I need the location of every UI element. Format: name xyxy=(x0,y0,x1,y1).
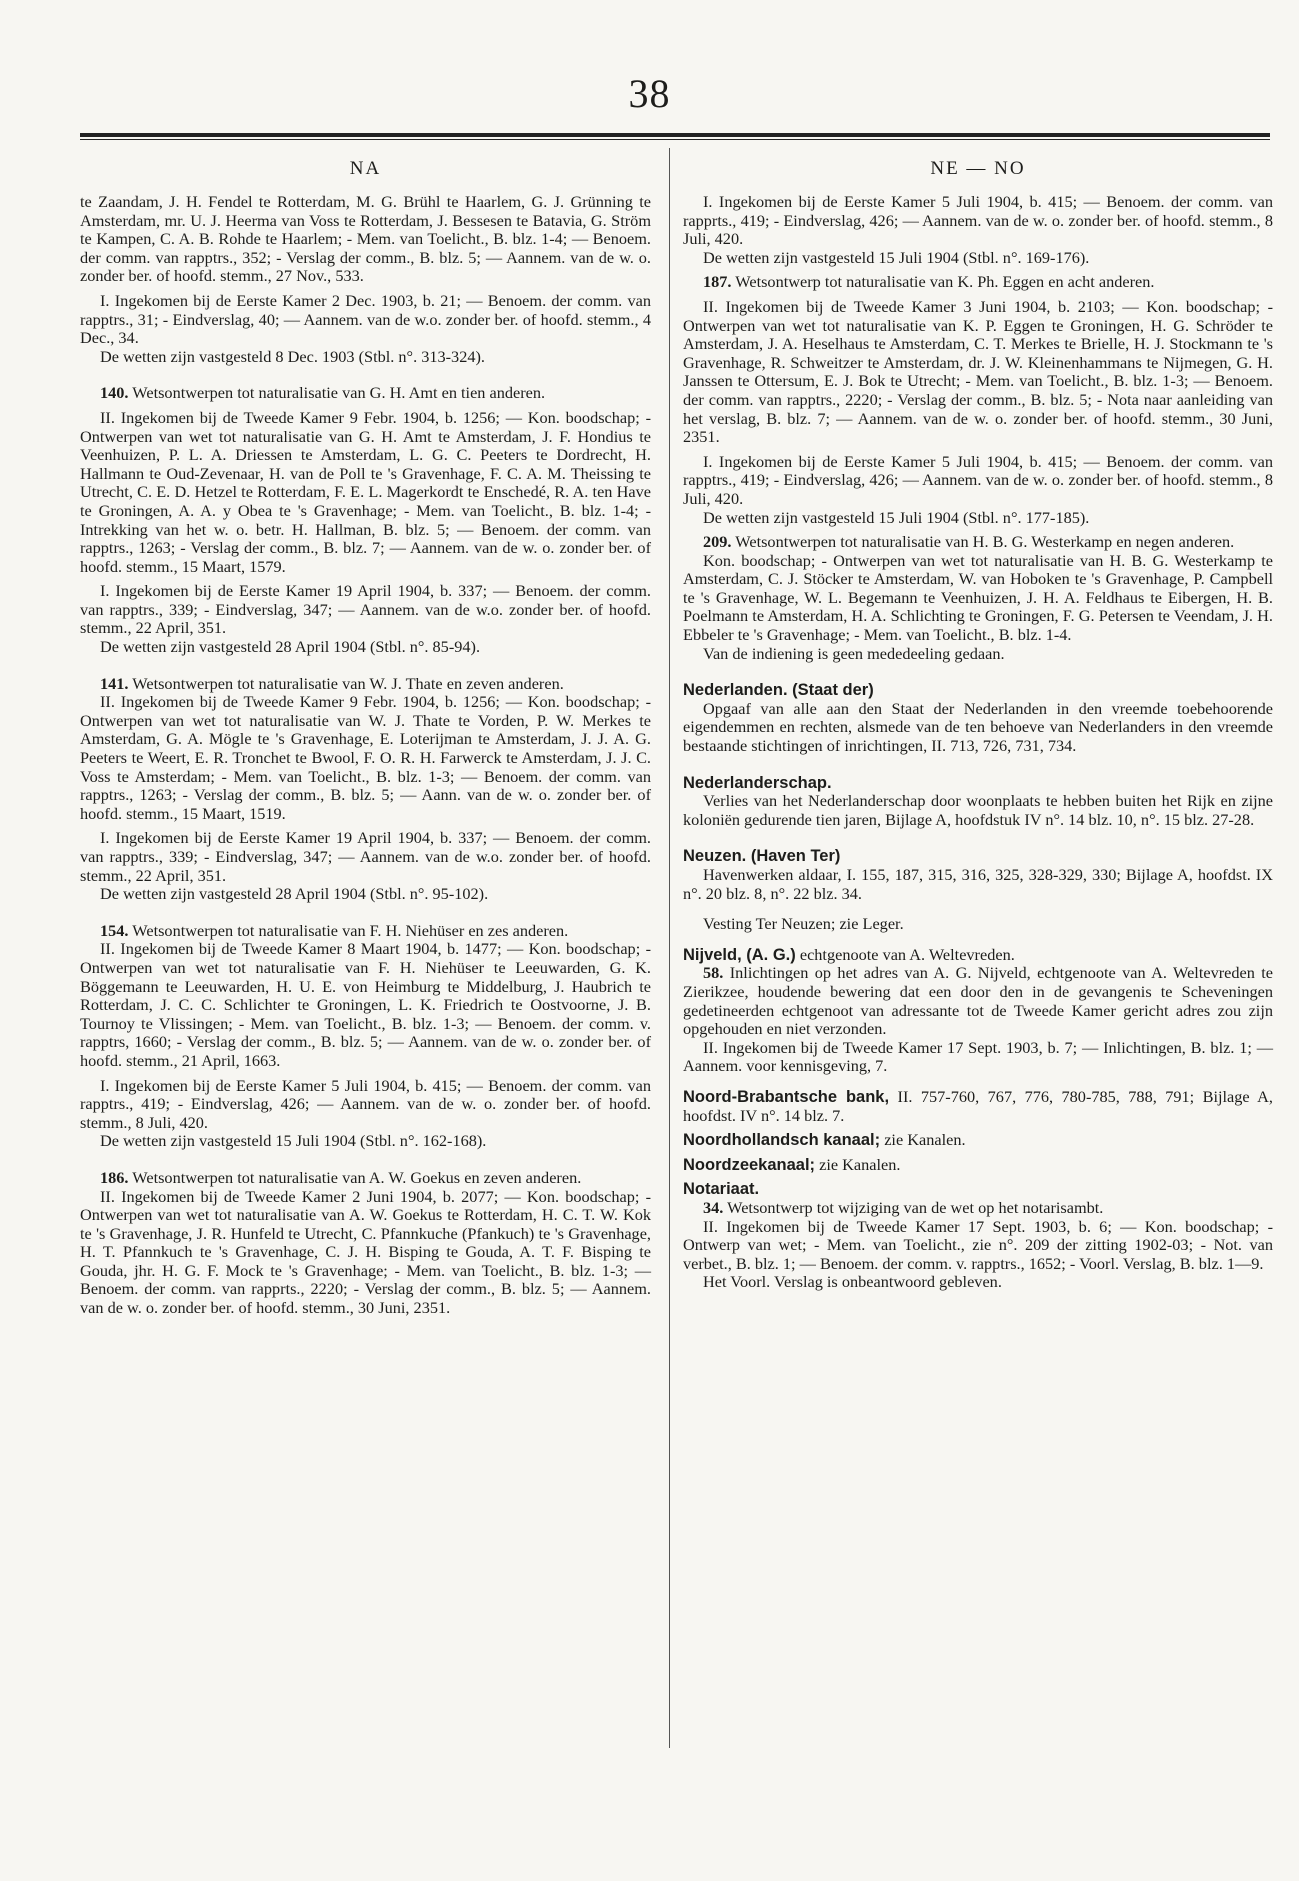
column-divider xyxy=(669,148,670,1748)
entry-heading: Nederlanden. (Staat der) xyxy=(683,681,874,700)
paragraph-text: Wetsontwerp tot naturalisatie van K. Ph. Eggen en acht anderen. xyxy=(735,272,1155,292)
paragraph xyxy=(80,582,651,638)
paragraph xyxy=(683,645,1273,664)
paragraph-text: De wetten zijn vastgesteld 15 Juli 1904 (Stbl. n°. 162-168). xyxy=(100,1131,487,1151)
paragraph xyxy=(80,384,651,403)
index-entry xyxy=(683,1131,1273,1150)
paragraph-text: II. Ingekomen bij de Tweede Kamer 2 Juni 1904, b. 2077; — Kon. boodschap; - Ontwerpen van wet tot naturalisatie van A. W. Goekus te Rotterdam, H. C. T. W. Kok te 's Gravenhage, J. R. Hunfeld te Utrecht, C. Pfannkuche (Pfankuch) te 's Gravenhage, H. T. Pfannkuch te 's Gravenhage, C. J. H. Bisping te Gouda, A. T. F. Bisping te Gouda, jhr. H. G. F. Mock te 's Gravenhage; - Mem. van Toelicht., B. blz. 1-3; — Benoem. der comm. van rapprts., 2220; - Verslag der comm., B. blz. 5; — Aannem. van de w. o. zonder ber. of hoofd. stemm., 30 Juni, 2351. xyxy=(80,1186,651,1318)
paragraph xyxy=(80,1169,651,1188)
paragraph xyxy=(80,922,651,941)
paragraph xyxy=(80,292,651,348)
paragraph xyxy=(683,1199,1273,1218)
paragraph-text: Wetsontwerpen tot naturalisatie van F. H. Niehüser en zes anderen. xyxy=(132,920,569,940)
paragraph xyxy=(80,1132,651,1151)
bill-number: 209. xyxy=(703,532,732,552)
paragraph xyxy=(683,700,1273,756)
paragraph-text: Het Voorl. Verslag is onbeantwoord gebleven. xyxy=(703,1272,1002,1292)
paragraph-text: zie Kanalen. xyxy=(819,1154,901,1174)
paragraph xyxy=(80,193,651,286)
paragraph-text: I. Ingekomen bij de Eerste Kamer 19 April 1904, b. 337; — Benoem. der comm. van rapptrs., 339; - Eindverslag, 347; — Aannem. van de w.o. zonder ber. of hoofd. stemm., 22 April, 351. xyxy=(80,828,651,885)
paragraph xyxy=(80,829,651,885)
paragraph-text: Opgaaf van alle aan den Staat der Nederlanden in den vreemde toebehoorende eigendemmen en rechten, alsmede van de ten behoeve van Nederlanders in den vreemde bestaande stichtingen of inrichtingen, II. 713, 726, 731, 734. xyxy=(683,698,1273,756)
paragraph-text: II. Ingekomen bij de Tweede Kamer 17 Sept. 1903, b. 6; — Kon. boodschap; - Ontwerp van wet; - Mem. van Toelicht., zie n°. 209 der zitting 1902-03; - Not. van verbet., B. blz. 1; — Benoem. der comm. v. rapptrs., 1652; - Voorl. Verslag, B. blz. 1—9. xyxy=(683,1216,1273,1273)
bill-number: 58. xyxy=(703,963,724,983)
index-entry xyxy=(683,1180,1273,1199)
paragraph-text: Van de indiening is geen mededeeling gedaan. xyxy=(703,643,1005,663)
bill-number: 34. xyxy=(703,1197,724,1217)
paragraph-text: De wetten zijn vastgesteld 28 April 1904 (Stbl. n°. 85-94). xyxy=(100,637,481,657)
paragraph-text: II. Ingekomen bij de Tweede Kamer 9 Febr. 1904, b. 1256; — Kon. boodschap; - Ontwerpen van wet tot naturalisatie van G. H. Amt te Amsterdam, J. F. Hondius te Veenhuizen, P. L. A. Driessen te Amsterdam, L. G. C. Peeters te Dordrecht, H. Hallmann te Oud-Zevenaar, H. van de Poll te 's Gravenhage, F. C. A. M. Theissing te Utrecht, C. E. D. Hetzel te Rotterdam, F. E. L. Magerkordt te Enschedé, R. A. ten Have te Groningen, A. A. y Obea te 's Gravenhage; - Mem. van Toelicht., B. blz. 1-4; - Intrekking van het w. o. betr. H. Hallman, B. blz. 5; — Benoem. der comm. van rapptrs., 1263; - Verslag der comm., B. blz. 7; — Aannem. van de w. o. zonder ber. of hoofd. stemm., 15 Maart, 1579. xyxy=(80,407,651,576)
index-entry xyxy=(683,946,1273,965)
paragraph-text: II. Ingekomen bij de Tweede Kamer 17 Sept. 1903, b. 7; — Inlichtingen, B. blz. 1; — Aannem. voor kennisgeving, 7. xyxy=(683,1037,1273,1076)
paragraph xyxy=(683,1218,1273,1274)
paragraph xyxy=(683,298,1273,447)
index-entry xyxy=(683,847,1273,866)
paragraph xyxy=(683,533,1273,552)
paragraph-text: De wetten zijn vastgesteld 28 April 1904 (Stbl. n°. 95-102). xyxy=(100,884,489,904)
paragraph-text: Wetsontwerpen tot naturalisatie van A. W. Goekus en zeven anderen. xyxy=(132,1167,582,1187)
paragraph xyxy=(683,509,1273,528)
paragraph-text: I. Ingekomen bij de Eerste Kamer 5 Juli 1904, b. 415; — Benoem. der comm. van rapptrs., 419; - Eindverslag, 426; — Aannem. van de w. o. zonder ber. of hoofd. stemm., 8 Juli, 420. xyxy=(80,1075,651,1132)
paragraph-text: Vesting Ter Neuzen; zie Leger. xyxy=(703,914,904,934)
entry-heading: Nederlanderschap. xyxy=(683,773,832,792)
paragraph-text: De wetten zijn vastgesteld 8 Dec. 1903 (Stbl. n°. 313-324). xyxy=(100,346,485,366)
entry-heading: Notariaat. xyxy=(683,1180,760,1199)
left-column xyxy=(80,160,651,1318)
paragraph xyxy=(80,1077,651,1133)
paragraph xyxy=(80,693,651,823)
header-rule xyxy=(80,133,1270,140)
paragraph xyxy=(80,885,651,904)
index-entry xyxy=(683,1088,1273,1125)
paragraph xyxy=(683,964,1273,1038)
paragraph xyxy=(80,638,651,657)
paragraph-text: echtgenoote van A. Weltevreden. xyxy=(799,944,1015,964)
spacer xyxy=(80,1151,651,1169)
index-entry xyxy=(683,774,1273,793)
paragraph xyxy=(683,915,1273,934)
paragraph-text: zie Kanalen. xyxy=(884,1130,966,1150)
entry-heading: Noord-Brabantsche bank, xyxy=(683,1087,890,1106)
paragraph-text: Inlichtingen op het adres van A. G. Nijveld, echtgenoote van A. Weltevreden te Zierikzee, houdende bewering dat een door den in de gevangenis te Scheveningen gedetineerden echtgenoot van adressante tot de Tweede Kamer gericht adres zou zijn opgehouden en niet verzonden. xyxy=(683,963,1273,1039)
spacer xyxy=(80,904,651,922)
right-column xyxy=(683,160,1273,1292)
paragraph xyxy=(683,453,1273,509)
index-entry xyxy=(683,681,1273,700)
page-number: 38 xyxy=(628,71,671,116)
paragraph-text: Wetsontwerpen tot naturalisatie van G. H. Amt en tien anderen. xyxy=(132,383,546,403)
left-column-heading: NA xyxy=(349,158,382,179)
paragraph xyxy=(683,552,1273,645)
paragraph-text: De wetten zijn vastgesteld 15 Juli 1904 (Stbl. n°. 169-176). xyxy=(703,247,1090,267)
paragraph xyxy=(80,675,651,694)
spacer xyxy=(683,663,1273,681)
paragraph xyxy=(80,348,651,367)
bill-number: 140. xyxy=(100,383,129,403)
paragraph xyxy=(683,249,1273,268)
paragraph xyxy=(683,866,1273,903)
entry-heading: Neuzen. (Haven Ter) xyxy=(683,847,841,866)
paragraph xyxy=(80,1188,651,1318)
spacer xyxy=(80,366,651,384)
right-column-body xyxy=(683,193,1273,1292)
paragraph xyxy=(683,1039,1273,1076)
index-entry xyxy=(683,1156,1273,1175)
left-column-body xyxy=(80,193,651,1318)
paragraph-text: II. Ingekomen bij de Tweede Kamer 9 Febr. 1904, b. 1256; — Kon. boodschap; - Ontwerpen van wet tot naturalisatie van W. J. Thate te Vorden, P. W. Merkes te Amsterdam, G. A. Mögle te 's Gravenhage, E. Loterijman te Amsterdam, J. J. A. G. Peeters te Weert, E. R. Tronchet te Bwool, F. O. R. H. Farwerck te Amsterdam, J. J. C. Voss te Amsterdam; - Mem. van Toelicht., B. blz. 1-3; — Benoem. der comm. van rapptrs., 1263; - Verslag der comm., B. blz. 5; — Aann. van de w. o. zonder ber. of hoofd. stemm., 15 Maart, 1519. xyxy=(80,692,651,823)
paragraph-text: Wetsontwerp tot wijziging van de wet op het notarisambt. xyxy=(727,1197,1104,1217)
right-column-heading: NE — NO xyxy=(930,158,1026,179)
paragraph xyxy=(80,409,651,576)
spacer xyxy=(683,756,1273,774)
spacer xyxy=(683,829,1273,847)
entry-heading: Noordzeekanaal; xyxy=(683,1155,816,1174)
paragraph-text: I. Ingekomen bij de Eerste Kamer 19 April 1904, b. 337; — Benoem. der comm. van rapptrs., 339; - Eindverslag, 347; — Aannem. van de w.o. zonder ber. of hoofd. stemm., 22 April, 351. xyxy=(80,581,651,638)
paragraph xyxy=(683,193,1273,249)
bill-number: 154. xyxy=(100,920,129,940)
paragraph-text: Wetsontwerpen tot naturalisatie van H. B. G. Westerkamp en negen anderen. xyxy=(735,532,1235,552)
paragraph-text: Wetsontwerpen tot naturalisatie van W. J. Thate en zeven anderen. xyxy=(132,673,564,693)
bill-number: 141. xyxy=(100,673,129,693)
paragraph xyxy=(683,273,1273,292)
paragraph-text: De wetten zijn vastgesteld 15 Juli 1904 (Stbl. n°. 177-185). xyxy=(703,507,1090,527)
spacer xyxy=(80,657,651,675)
entry-heading: Nijveld, (A. G.) xyxy=(683,945,796,964)
paragraph-text: I. Ingekomen bij de Eerste Kamer 2 Dec. 1903, b. 21; — Benoem. der comm. van rapptrs., 31; - Eindverslag, 40; — Aannem. van de w.o. zonder ber. of hoofd. stemm., 4 Dec., 34. xyxy=(80,290,651,348)
paragraph-text: Verlies van het Nederlanderschap door woonplaats te hebben buiten het Rijk en zijne koloniën gedurende tien jaren, Bijlage A, hoofdstuk IV n°. 14 blz. 10, n°. 15 blz. 27-28. xyxy=(683,791,1273,829)
paragraph xyxy=(683,792,1273,829)
paragraph-text: Kon. boodschap; - Ontwerpen van wet tot naturalisatie van H. B. G. Westerkamp te Amsterdam, C. J. Stöcker te Amsterdam, W. van Hoboken te 's Gravenhage, P. Campbell te 's Gravenhage, W. L. Begemann te Veenhuizen, J. H. A. Feldhaus te Eibergen, H. B. Poelmann te Amsterdam, H. A. Schlichting te Groningen, F. G. Petersen te Veendam, J. H. Ebbeler te 's Gravenhage; - Mem. van Toelicht., B. blz. 1-4. xyxy=(683,550,1273,645)
paragraph-text: I. Ingekomen bij de Eerste Kamer 5 Juli 1904, b. 415; — Benoem. der comm. van rapprts., 419; - Eindverslag, 426; — Aannem. van de w. o. zonder ber. of hoofd. stemm., 8 Juli, 420. xyxy=(683,192,1273,249)
paragraph-text: II. Ingekomen bij de Tweede Kamer 3 Juni 1904, b. 2103; — Kon. boodschap; - Ontwerpen van wet tot naturalisatie van K. P. Eggen te Groningen, H. G. Schröder te Amsterdam, J. A. Heselhaus te Amsterdam, C. T. Merkes te Brielle, H. J. Stockmann te 's Gravenhage, R. Schweitzer te Amsterdam, dr. J. W. Kleinenhammans te Nijmegen, G. H. Janssen te Ottersum, E. J. Bok te Utrecht; - Mem. van Toelicht., B. blz. 1-3; — Benoem. der comm. van rapptrs., 2220; - Verslag der comm., B. blz. 5; - Nota naar aanleiding van het verslag, B. blz. 7; — Aannem. van de w. o. zonder ber. of hoofd. stemm., 30 Juni, 2351. xyxy=(683,296,1273,447)
paragraph-text: I. Ingekomen bij de Eerste Kamer 5 Juli 1904, b. 415; — Benoem. der comm. van rapptrs., 419; - Eindverslag, 426; — Aannem. van de w. o. zonder ber. of hoofd. stemm., 8 Juli, 420. xyxy=(683,451,1273,508)
paragraph-text: II. 757-760, 767, 776, 780-785, 788, 791; Bijlage A, hoofdst. IV n°. 14 blz. 7. xyxy=(683,1086,1274,1125)
entry-heading: Noordhollandsch kanaal; xyxy=(683,1131,881,1150)
bill-number: 187. xyxy=(703,272,732,292)
paragraph xyxy=(683,1273,1273,1292)
bill-number: 186. xyxy=(100,1167,129,1187)
paragraph-text: te Zaandam, J. H. Fendel te Rotterdam, M. G. Brühl te Haarlem, G. J. Grünning te Amsterdam, mr. U. J. Heerma van Voss te Rotterdam, J. Bessesen te Batavia, G. Ström te Kampen, C. A. B. Rohde te Haarlem; - Mem. van Toelicht., B. blz. 1-4; — Benoem. der comm. van rapptrs., 352; - Verslag der comm., B. blz. 5; — Aannem. van de w. o. zonder ber. of hoofd. stemm., 27 Nov., 533. xyxy=(80,192,651,286)
paragraph xyxy=(80,940,651,1070)
paragraph-text: II. Ingekomen bij de Tweede Kamer 8 Maart 1904, b. 1477; — Kon. boodschap; - Ontwerpen van wet tot naturalisatie van F. H. Niehüser te Leeuwarden, G. K. Böggemann te Leeuwarden, H. U. E. von Heimburg te Middelburg, J. Haubrich te Rotterdam, J. C. C. Schlichter te Groningen, L. K. Friedrich te Oostvoorne, J. B. Tournoy te Vlissingen; - Mem. van Toelicht., B. blz. 1-3; — Benoem. der comm. v. rapptrs, 1660; - Verslag der comm., B. blz. 5; — Aannem. van de w. o. zonder ber. of hoofd. stemm., 21 April, 1663. xyxy=(80,939,651,1070)
paragraph-text: Havenwerken aldaar, I. 155, 187, 315, 316, 325, 328-329, 330; Bijlage A, hoofdst. IX n°. 20 blz. 8, n°. 22 blz. 34. xyxy=(683,865,1273,903)
